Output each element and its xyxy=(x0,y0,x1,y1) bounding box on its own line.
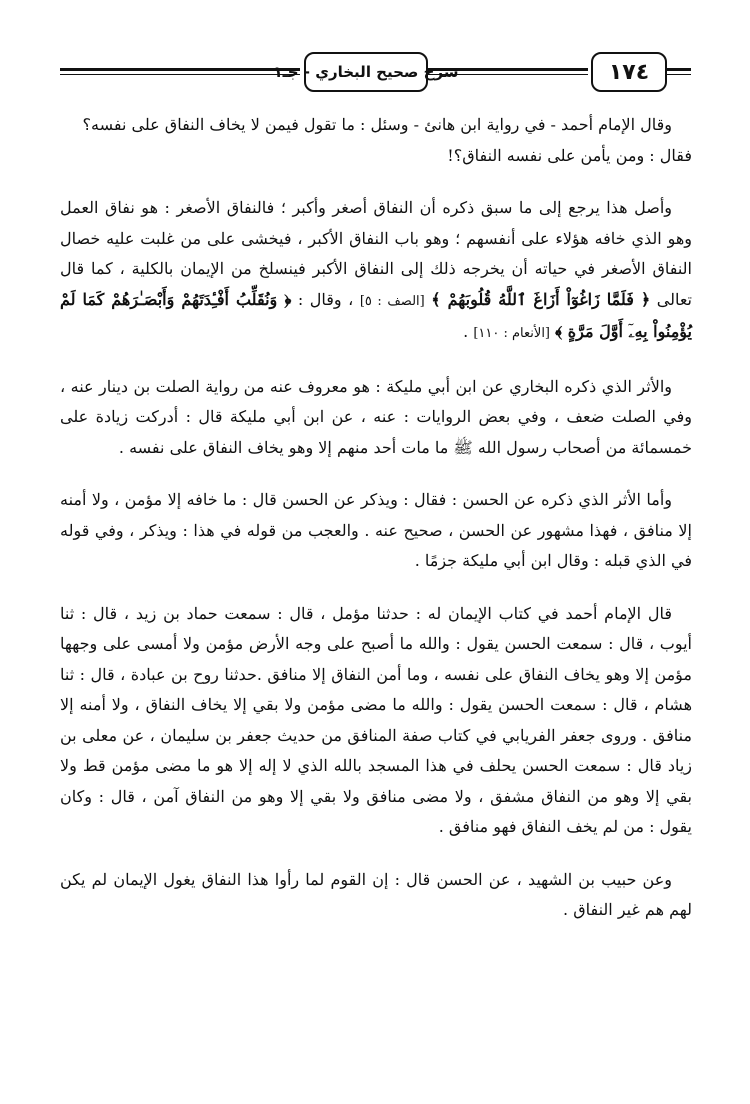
paragraph-ibn-abi-mulaika: والأثر الذي ذكره البخاري عن ابن أبي مليكة : هو معروف عنه من رواية الصلت بن دينار عنه ، وفي الصلت ضعف ، وفي بعض الروايات : عنه ، عن ابن أبي مليكة قال : أدركت زيادة على خمسمائة من أصحاب رسول الله ﷺ ما مات أحد منهم إلا وهو يخاف النفاق على نفسه . xyxy=(60,376,693,457)
verse-reference: [الأنعام : ١١٠] xyxy=(473,326,551,341)
quran-verse: ﴿ فَلَمَّا زَاغُوٓاْ أَزَاغَ ٱللَّهُ قُلُوبَهُمْ ﴾ xyxy=(431,289,651,309)
paragraph-text: وأصل هذا يرجع إلى ما سبق ذكره أن النفاق أصغر وأكبر ؛ فالنفاق الأصغر : هو نفاق العمل وهو الذي خافه هؤلاء على أنفسهم ؛ وهو باب النفاق الأكبر ، فيخشى على من غلبت عليه خصال النفاق الأصغر في حياته أن يخرجه ذلك إلى النفاق الأكبر فينسلخ من الإيمان بالكلية ، كما قال تعالى xyxy=(60,198,693,309)
paragraph-hasan-athar: وأما الأثر الذي ذكره عن الحسن : فقال : ويذكر عن الحسن قال : ما خافه إلا مؤمن ، ولا أمنه إلا منافق ، فهذا مشهور عن الحسن ، صحيح عنه . والعجب من قوله في هذا : ويذكر ، وفي قوله في الذي قبله : وقال ابن أبي مليكة جزمًا . xyxy=(60,490,692,570)
verse-reference: [الصف : ٥] xyxy=(359,293,425,309)
header-rule xyxy=(60,74,300,75)
quran-verse: ﴿ وَنُقَلِّبُ أَفْـِٔدَتَهُمْ وَأَبْصَـٰرَهُمْ كَمَا لَمْ يُؤْمِنُواْ بِهِۦٓ أَوَّلَ مَرَّةٍ ﴾ xyxy=(60,289,692,341)
header-rule xyxy=(666,74,691,75)
paragraph-text: . xyxy=(463,322,469,341)
header-rule xyxy=(428,68,588,71)
paragraph-text: ، وقال : xyxy=(297,289,354,309)
page-header xyxy=(60,48,691,96)
paragraph-kitab-al-iman: قال الإمام أحمد في كتاب الإيمان له : حدثنا مؤمل ، قال : سمعت حماد بن زيد ، قال : ثنا أيوب ، قال : سمعت الحسن يقول : والله ما أصبح على وجه الأرض مؤمن ولا أمسى على وجهها مؤمن إلا وهو يخاف النفاق على نفسه ، وما أمن النفاق إلا منافق .حدثنا روح بن عبادة ، قال : ثنا هشام ، قال : سمعت الحسن يقول : والله ما مضى مؤمن ولا بقي إلا يخاف النفاق ، ولا أمنه إلا منافق . وروى جعفر الفريابي في كتاب صفة المنافق من حديث جعفر بن سليمان ، عن معلى بن زياد قال : سمعت الحسن يحلف في هذا المسجد بالله الذي لا إله إلا هو ما مضى مؤمن قط ولا بقي إلا وهو من النفاق مشفق ، ولا مضى منافق ولا بقي إلا وهو من النفاق آمن ، قال : وكان يقول : من لم يخف النفاق فهو منافق . xyxy=(60,603,693,836)
text-line: فقال : ومن يأمن على نفسه النفاق؟! xyxy=(447,145,692,165)
book-title: شرح صحيح البخاري - جـ١ xyxy=(304,52,428,92)
header-rule xyxy=(60,68,300,71)
paragraph-ahmad-question xyxy=(60,110,692,171)
header-rule xyxy=(428,74,588,75)
header-rule xyxy=(666,68,691,71)
page-number: ١٧٤ xyxy=(591,52,667,92)
page-body xyxy=(60,110,692,948)
paragraph-habib: وعن حبيب بن الشهيد ، عن الحسن قال : إن القوم لما رأوا هذا النفاق يغول الإيمان لم يكن لهم هم غير النفاق . xyxy=(60,869,692,919)
paragraph-nifaq-types xyxy=(60,193,692,350)
text-line: وقال الإمام أحمد - في رواية ابن هانئ - وسئل : ما تقول فيمن لا يخاف النفاق على نفسه؟ xyxy=(82,115,672,134)
